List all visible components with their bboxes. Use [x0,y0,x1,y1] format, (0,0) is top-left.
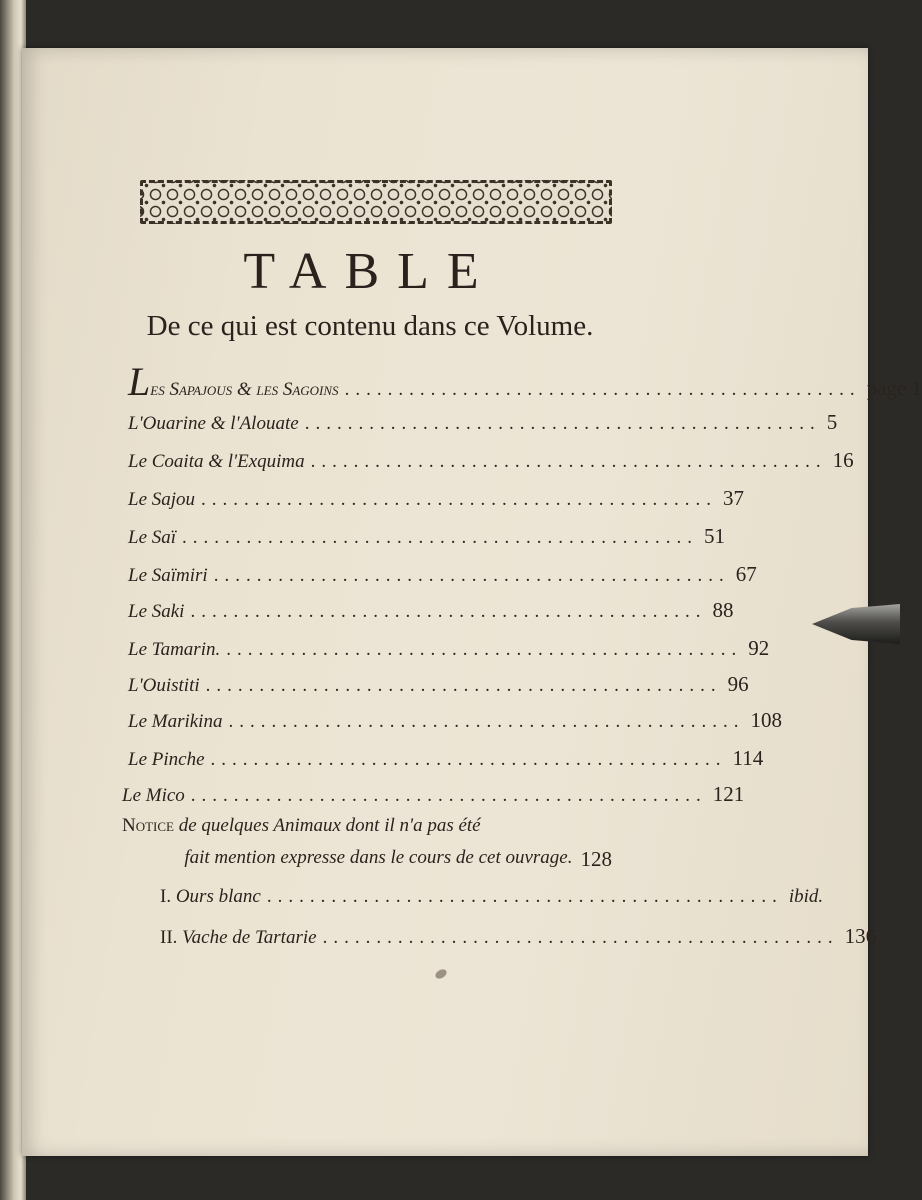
toc-entry [128,746,764,771]
toc-entry-page: 67 [735,562,757,586]
toc-entry [128,410,838,435]
toc-sub-entry-title: II. Vache de Tartarie [160,927,317,948]
toc-entry [128,359,922,404]
toc-entry-title: Les Sapajous & les Sagoins [128,359,339,404]
page-subtitle: De ce qui est contenu dans ce Volume. [146,310,594,342]
notice-page: 128 [580,847,612,871]
leader-dots: ................................................ [213,565,730,586]
leader-dots: ................................................ [228,711,745,732]
leader-dots: ................................................ [344,379,861,400]
leader-dots: ................................................ [190,785,707,806]
leader-dots: ................................................ [266,886,783,907]
toc-sub-entry-page: ibid. [788,886,824,907]
toc-entry-title: L'Ouistiti [128,675,200,696]
toc-entry-page: 16 [832,448,854,472]
leader-dots: ................................................ [182,527,699,548]
toc-entry-title: Le Saï [128,527,177,548]
toc-entry-page: 5 [826,410,838,434]
toc-entry-title: Le Pinche [128,749,205,770]
toc-entry [128,448,854,473]
toc-entry-page: 92 [748,636,770,660]
ornamental-band-icon [140,180,612,224]
toc-entry-title: Le Coaita & l'Exquima [128,451,305,472]
toc-entry [128,672,749,697]
toc-entry [128,486,745,511]
leader-dots: ................................................ [190,601,707,622]
toc-entry [128,708,782,733]
toc-entry-title: Le Saïmiri [128,565,208,586]
toc-entry-page: 114 [732,746,764,770]
notice-line-1: Notice de quelques Animaux dont il n'a pas été [122,815,481,836]
toc-entry [128,524,726,549]
toc-entry-title: Le Sajou [128,489,196,510]
toc-entry-page: 96 [727,672,749,696]
toc-entry-title: Le Tamarin. [128,639,221,660]
page-title: TABLE [243,243,497,300]
toc-sub-entry-title: I. Ours blanc [160,886,261,907]
toc-entry-title: L'Ouarine & l'Alouate [128,413,299,434]
toc-entry-page: 51 [704,524,726,548]
toc-entry-page: page 1 [866,376,922,400]
toc-entry-title: Le Mico [122,785,185,806]
drop-cap: L [128,359,151,404]
toc-entry-page: 121 [712,782,745,806]
notice-entry [122,815,612,872]
leader-dots: ................................................ [322,927,839,948]
notice-line-2: fait mention expresse dans le cours de cet ouvrage. 128 [184,847,612,871]
leader-dots: ................................................ [310,451,827,472]
toc-sub-entry [160,924,877,949]
toc-sub-entry-page: 136 [844,924,877,948]
toc-entry-page: 88 [712,598,734,622]
toc-sub-entry [160,886,824,908]
leader-dots: ................................................ [205,675,722,696]
leader-dots: ................................................ [226,639,743,660]
toc-entry [128,636,770,661]
leader-dots: ................................................ [304,413,821,434]
toc-entry-page: 37 [723,486,745,510]
toc-entry-title: Le Marikina [128,711,223,732]
toc-entry [128,598,734,623]
toc-entry-title: Le Saki [128,601,185,622]
notice-lead: Notice [122,815,174,836]
leader-dots: ................................................ [201,489,718,510]
toc-entry [128,562,757,587]
toc-entry [122,782,745,807]
leader-dots: ................................................ [210,749,727,770]
toc-entry-page: 108 [750,708,782,732]
